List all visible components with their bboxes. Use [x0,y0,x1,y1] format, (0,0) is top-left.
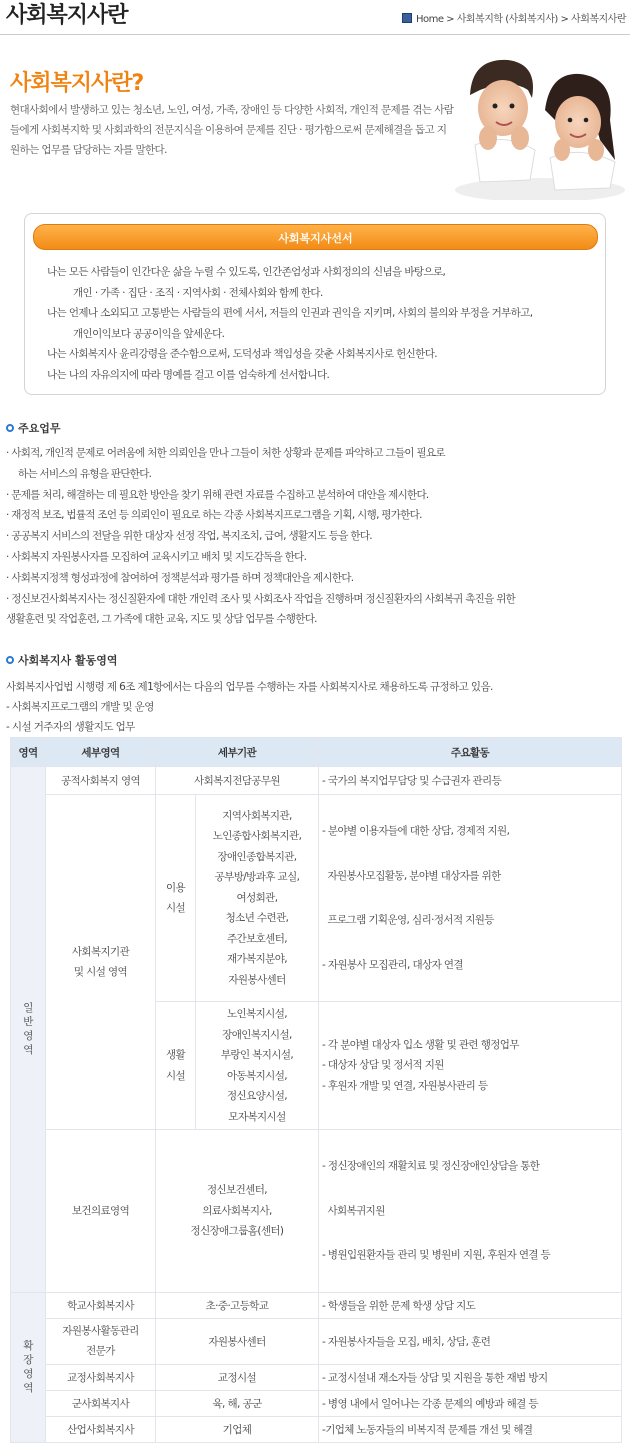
duty-line: · 사회복지 자원봉사자를 모집하여 교육시키고 배치 및 지도감독을 한다. [6,550,307,563]
activity-intro [6,677,626,737]
activity-cell: - 교정시설내 재소자들 상담 및 지원을 통한 재범 방지 [319,1364,622,1390]
subarea-cell: 학교사회복지사 [46,1292,156,1318]
table-row [11,1416,622,1442]
table-header-row [11,738,622,767]
activity-intro-line: - 시설 거주자의 생활지도 업무 [6,721,135,733]
activity-cell: - 국가의 복지업무담당 및 수급권자 관리등 [319,767,622,795]
creed-line: 나는 사회복지사 윤리강령을 준수함으로써, 도덕성과 책임성을 갖춘 사회복지사로 헌신한다. [47,348,438,360]
activity-cell: - 병영 내에서 일어나는 각종 문제의 예방과 해결 등 [319,1390,622,1416]
duty-line: 생활훈련 및 작업훈련, 그 가족에 대한 교육, 지도 및 상담 업무를 수행한다. [6,613,317,626]
subarea-cell: 사회복지기관 및 시설 영역 [46,795,156,1130]
breadcrumb-text[interactable]: Home > 사회복지학 (사회복지사) > 사회복지사란 [415,14,626,25]
table-row [11,1130,622,1293]
duty-line: · 사회적, 개인적 문제로 어려움에 처한 의뢰인을 만나 그들이 처한 상황과 문제를 파악하고 그들이 필요로 [6,447,445,459]
activity-cell: - 학생들을 위한 문제 학생 상담 지도 [319,1292,622,1318]
creed-line: 나는 모든 사람들이 인간다운 삶을 누릴 수 있도록, 인간존엄성과 사회정의의 신념을 바탕으로, [47,266,446,278]
institution-cell: 지역사회복지관, 노인종합사회복지관, 장애인종합복지관, 공부방/방과후 교실, 여성회관, 청소년 수련관, 주간보호센터, 재가복지분야, 자원봉사센터 [196,795,319,1002]
duty-line: · 정신보건사회복지사는 정신질환자에 대한 개인력 조사 및 사회조사 작업을 진행하며 정신질환자의 사회복귀 촉진을 위한 [6,592,516,605]
intro-title: 사회복지사란? [10,71,144,96]
facility-type-use: 이용 시설 [156,795,196,1002]
table-row [11,767,622,795]
activity-table [10,737,622,1443]
table-row [11,1292,622,1318]
duties-heading: 주요업무 [6,420,61,436]
page-title: 사회복지사란 [6,3,128,28]
creed-line: 나는 언제나 소외되고 고통받는 사람들의 편에 서서, 저들의 인권과 권익을 지키며, 사회의 불의와 부정을 거부하고, [47,307,533,319]
col-header-activity: 주요활동 [319,738,622,767]
institution-cell: 초·중·고등학교 [156,1292,319,1318]
col-header-subarea: 세부영역 [46,738,156,767]
table-row [11,795,622,1002]
creed-line: 나는 나의 자유의지에 따라 명예를 걸고 이를 엄숙하게 선서합니다. [47,368,330,381]
activity-intro-line: - 사회복지프로그램의 개발 및 운영 [6,701,154,713]
institution-cell: 사회복지전담공무원 [156,767,319,795]
institution-cell: 교정시설 [156,1364,319,1390]
creed-title: 사회복지사선서 [278,232,353,245]
institution-cell: 노인복지시설, 장애인복지시설, 부랑인 복지시설, 아동복지시설, 정신요양시설, 모자복지시설 [196,1002,319,1130]
duties-list [6,443,626,630]
subarea-cell: 산업사회복지사 [46,1416,156,1442]
duty-line: · 공공복지 서비스의 전달을 위한 대상자 선정 작업, 복지조치, 급여, 생활지도 등을 한다. [6,530,372,543]
intro-text: 현대사회에서 발생하고 있는 청소년, 노인, 여성, 가족, 장애인 등 다양한 사회적, 개인적 문제를 겪는 사람들에게 사회복지학 및 사회과학의 전문지식을 이용하여 문제를 진단 · 평가함으로써 문제해결을 돕고 지원하는 업무를 담당하는 자를 말한다. [10,104,454,156]
institution-cell: 기업체 [156,1416,319,1442]
circle-bullet-icon [6,424,14,432]
subarea-cell: 군사회복지사 [46,1390,156,1416]
col-header-area: 영역 [11,738,46,767]
breadcrumb [402,10,626,25]
activity-heading: 사회복지사 활동영역 [6,652,117,668]
subarea-cell: 교정사회복지사 [46,1364,156,1390]
children-photo [450,50,625,200]
duty-line: 하는 서비스의 유형을 판단한다. [18,467,152,480]
circle-bullet-icon [6,656,14,664]
col-header-institution: 세부기관 [156,738,319,767]
activity-cell: - 분야별 이용자들에 대한 상담, 경제적 지원, 자원봉사모집활동, 분야별 대상자를 위한 프로그램 기획운영, 심리·정서적 지원등 - 자원봉사 모집관리, 대상자 연결 [319,795,622,1002]
subarea-cell: 자원봉사활동관리 전문가 [46,1318,156,1364]
activity-cell: - 자원봉사자들을 모집, 배치, 상담, 훈련 [319,1318,622,1364]
subarea-cell: 공적사회복지 영역 [46,767,156,795]
creed-line: 개인 · 가족 · 집단 · 조직 · 지역사회 · 전체사회와 함께 한다. [73,286,323,299]
duty-line: · 사회복지정책 형성과정에 참여하여 정책분석과 평가를 하며 정책대안을 제시한다. [6,571,354,584]
creed-text [47,262,602,385]
area-extended: 확장영역 [11,1292,46,1442]
table-row [11,1318,622,1364]
page-header [0,0,630,35]
creed-title-bar [33,224,598,250]
activity-cell: -기업체 노동자들의 비복지적 문제를 개선 및 해결 [319,1416,622,1442]
activity-intro-line: 사회복지사업법 시행령 제 6조 제1항에서는 다음의 업무를 수행하는 자를 사회복지사로 채용하도록 규정하고 있음. [6,681,493,693]
duty-line: · 문제를 처리, 해결하는 데 필요한 방안을 찾기 위해 관련 자료를 수집하고 분석하여 대안을 제시한다. [6,488,429,501]
subarea-cell: 보건의료영역 [46,1130,156,1293]
institution-cell: 정신보건센터, 의료사회복지사, 정신장애그룹홈(센터) [156,1130,319,1293]
creed-box [24,213,606,395]
activity-cell: - 각 분야별 대상자 입소 생활 및 관련 행정업무 - 대상자 상담 및 정서적 지원 - 후원자 개발 및 연결, 자원봉사관리 등 [319,1002,622,1130]
facility-type-live: 생활 시설 [156,1002,196,1130]
table-row [11,1390,622,1416]
activity-cell: - 정신장애인의 재활치료 및 정신장애인상담을 통한 사회복귀지원 - 병원입원환자들 관리 및 병원비 지원, 후원자 연결 등 [319,1130,622,1293]
duty-line: · 재정적 보조, 법률적 조언 등 의뢰인이 필요로 하는 각종 사회복지프로그램을 기획, 시행, 평가한다. [6,509,422,522]
home-icon[interactable] [402,13,412,23]
creed-line: 개인이익보다 공공이익을 앞세운다. [73,327,225,340]
institution-cell: 육, 해, 공군 [156,1390,319,1416]
area-general: 일반영역 [11,767,46,1293]
table-row [11,1364,622,1390]
institution-cell: 자원봉사센터 [156,1318,319,1364]
